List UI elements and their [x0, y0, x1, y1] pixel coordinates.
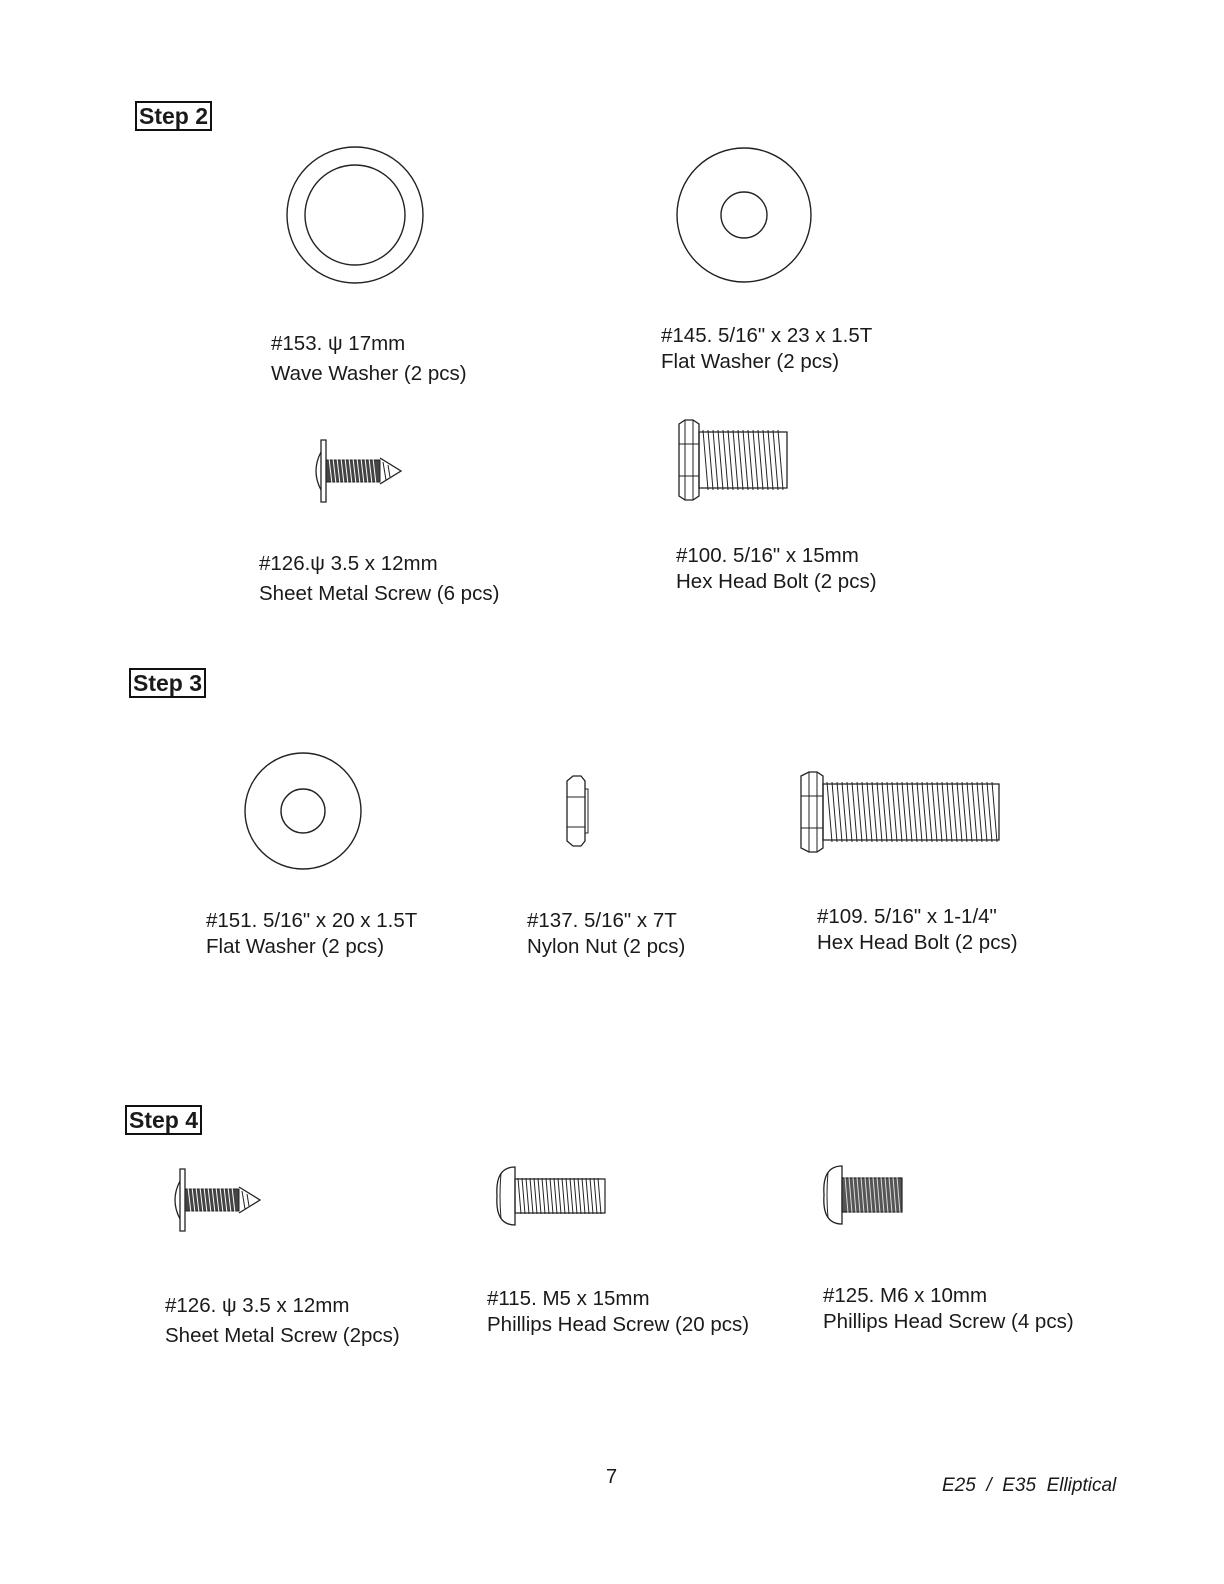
- part-caption-125: [823, 1283, 1074, 1335]
- footer-title: E25 / E35 Elliptical: [942, 1475, 1117, 1496]
- part-name: Phillips Head Screw (4 pcs): [823, 1310, 1074, 1333]
- part-caption-100: [676, 543, 877, 595]
- part-spec: #151. 5/16" x 20 x 1.5T: [206, 909, 418, 932]
- part-caption-126: [259, 551, 499, 607]
- part-name: Wave Washer (2 pcs): [271, 362, 467, 385]
- part-spec: #115. M5 x 15mm: [487, 1287, 650, 1310]
- part-spec: #100. 5/16" x 15mm: [676, 544, 859, 567]
- page-number: 7: [606, 1466, 618, 1488]
- part-spec: #153. ψ 17mm: [271, 332, 406, 355]
- step-4-label: Step 4: [125, 1105, 202, 1135]
- part-name: Phillips Head Screw (20 pcs): [487, 1313, 750, 1336]
- part-name: Nylon Nut (2 pcs): [527, 935, 686, 958]
- nylon-nut-icon: [563, 775, 589, 847]
- part-name: Flat Washer (2 pcs): [661, 350, 840, 373]
- flat-washer-icon: [675, 146, 813, 284]
- phillips-head-screw-icon: [824, 1164, 906, 1226]
- part-name: Sheet Metal Screw (6 pcs): [259, 582, 500, 605]
- part-spec: #137. 5/16" x 7T: [527, 909, 677, 932]
- step-2-label: Step 2: [135, 101, 212, 131]
- part-name: Hex Head Bolt (2 pcs): [676, 570, 877, 593]
- part-caption-109: [817, 904, 1018, 956]
- part-spec: #145. 5/16" x 23 x 1.5T: [661, 324, 873, 347]
- step-3-label: Step 3: [129, 668, 206, 698]
- hex-head-bolt-icon: [799, 770, 1003, 854]
- hex-head-bolt-icon: [675, 418, 791, 502]
- part-caption-126-step4: [165, 1293, 400, 1349]
- sheet-metal-screw-icon: [311, 438, 407, 504]
- sheet-metal-screw-icon: [170, 1167, 266, 1233]
- part-caption-151: [206, 908, 417, 960]
- phillips-head-screw-icon: [497, 1165, 609, 1227]
- part-caption-153: [271, 331, 467, 387]
- part-name: Sheet Metal Screw (2pcs): [165, 1324, 400, 1347]
- part-spec: #109. 5/16" x 1-1/4": [817, 905, 997, 928]
- flat-washer-icon: [243, 751, 363, 871]
- part-caption-115: [487, 1286, 749, 1338]
- part-name: Flat Washer (2 pcs): [206, 935, 385, 958]
- part-name: Hex Head Bolt (2 pcs): [817, 931, 1018, 954]
- part-spec: #126. ψ 3.5 x 12mm: [165, 1294, 350, 1317]
- part-caption-145: [661, 323, 872, 375]
- part-spec: #125. M6 x 10mm: [823, 1284, 988, 1307]
- wave-washer-icon: [285, 145, 425, 285]
- part-caption-137: [527, 908, 685, 960]
- part-spec: #126.ψ 3.5 x 12mm: [259, 552, 438, 575]
